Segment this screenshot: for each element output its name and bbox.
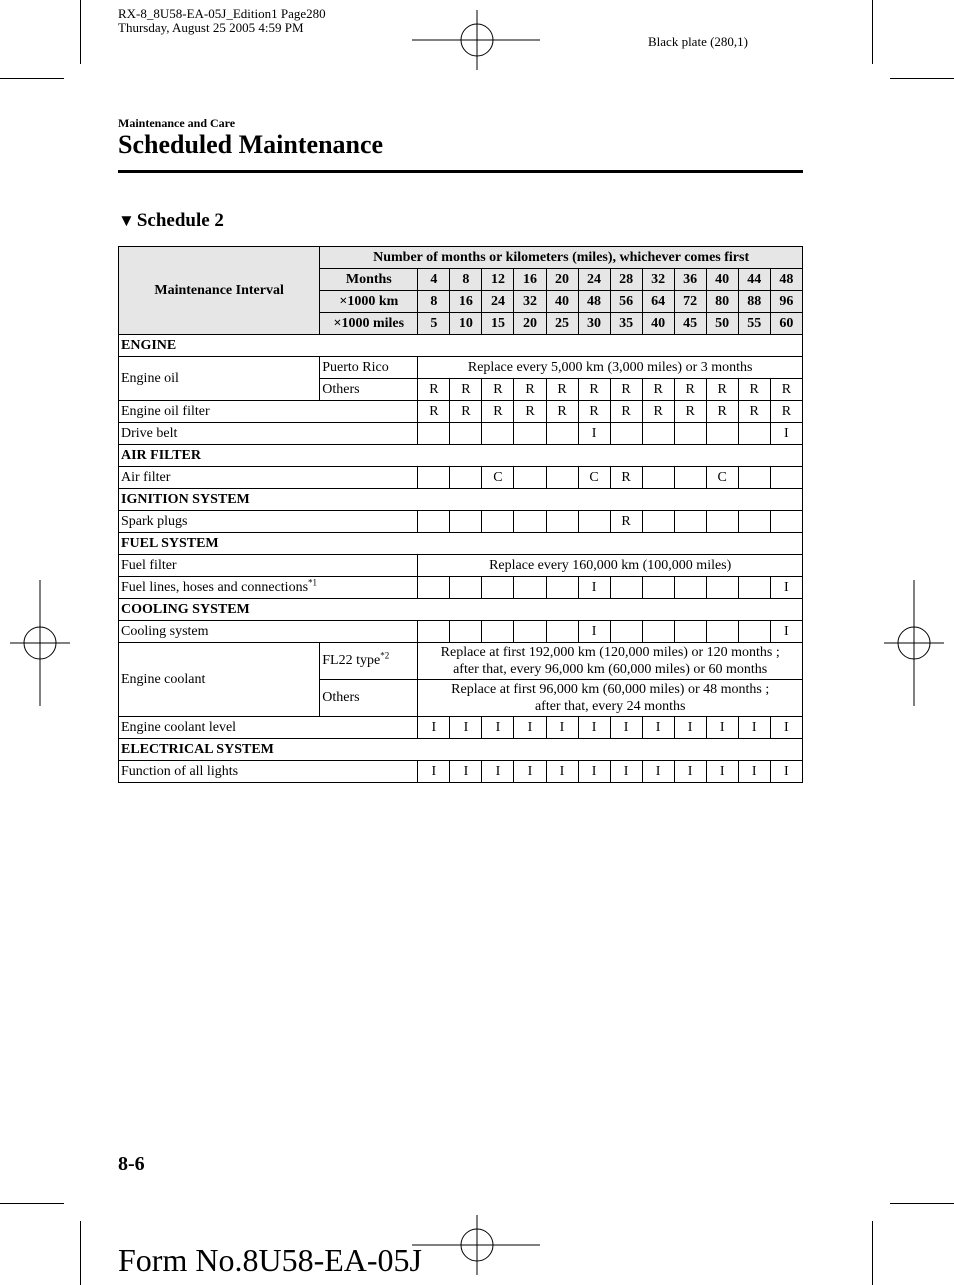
fuel-lines-cell: I [578,577,610,599]
cooling-system-cell [610,621,642,643]
section-row-air-filter [119,445,803,467]
engine-coolant-level-cell: I [738,717,770,739]
registration-mark-right [882,578,946,708]
cooling-system-cell [546,621,578,643]
fuel-filter-label: Fuel filter [119,555,418,577]
engine-oil-others-cell: R [418,379,450,401]
miles-value: 10 [450,313,482,335]
section-fuel: FUEL SYSTEM [119,533,803,555]
coolant-others-text-line2: after that, every 24 months [534,699,686,714]
print-header-plate: Black plate (280,1) [648,34,748,49]
miles-label: ×1000 miles [320,313,418,335]
drive-belt-cell [674,423,706,445]
fuel-filter-text: Replace every 160,000 km (100,000 miles) [418,555,803,577]
months-value: 44 [738,269,770,291]
triangle-down-icon: ▼ [118,211,135,230]
engine-oil-label: Engine oil [119,357,320,401]
engine-coolant-level-cell: I [482,717,514,739]
engine-oil-filter-cell: R [770,401,802,423]
section-air-filter: AIR FILTER [119,445,803,467]
engine-oil-filter-cell: R [610,401,642,423]
engine-oil-others-cell: R [514,379,546,401]
engine-oil-filter-row [119,401,803,423]
engine-coolant-level-row [119,717,803,739]
spark-plugs-cell [418,511,450,533]
drive-belt-cell [514,423,546,445]
km-value: 64 [642,291,674,313]
form-number: Form No.8U58-EA-05J [118,1242,422,1278]
spark-plugs-cell [514,511,546,533]
engine-oil-filter-cell: R [578,401,610,423]
air-filter-cell [738,467,770,489]
engine-oil-others-cell: R [642,379,674,401]
maintenance-table-body [118,246,803,783]
miles-value: 60 [770,313,802,335]
puerto-rico-text: Replace every 5,000 km (3,000 miles) or 3 months [418,357,803,379]
function-of-all-lights-row [119,761,803,783]
months-label: Months [320,269,418,291]
lights-cell: I [514,761,546,783]
fuel-lines-label-cell [119,577,418,599]
km-value: 48 [578,291,610,313]
spark-plugs-cell [674,511,706,533]
cooling-system-cell [738,621,770,643]
drive-belt-cell [642,423,674,445]
schedule-heading-text: Schedule 2 [136,210,224,231]
miles-value: 25 [546,313,578,335]
section-row-engine [119,335,803,357]
puerto-rico-label: Puerto Rico [320,357,418,379]
engine-coolant-label: Engine coolant [119,643,320,717]
lights-cell: I [738,761,770,783]
km-value: 24 [482,291,514,313]
lights-cell: I [546,761,578,783]
spark-plugs-cell [770,511,802,533]
lights-cell: I [418,761,450,783]
section-row-fuel [119,533,803,555]
section-row-electrical [119,739,803,761]
lights-cell: I [642,761,674,783]
engine-coolant-level-cell: I [450,717,482,739]
air-filter-cell [770,467,802,489]
air-filter-cell [514,467,546,489]
coolant-others-text-line1: Replace at first 96,000 km (60,000 miles) or 48 months ; [451,682,770,697]
engine-oil-filter-cell: R [674,401,706,423]
section-electrical: ELECTRICAL SYSTEM [119,739,803,761]
page-title: Scheduled Maintenance [118,130,384,159]
engine-oil-others-cell: R [578,379,610,401]
cooling-system-cell [482,621,514,643]
footnote-2-mark: *2 [380,650,390,661]
engine-coolant-level-cell: I [578,717,610,739]
engine-coolant-level-cell: I [770,717,802,739]
lights-cell: I [610,761,642,783]
months-value: 24 [578,269,610,291]
cooling-system-cell: I [578,621,610,643]
air-filter-cell [674,467,706,489]
spark-plugs-cell [738,511,770,533]
km-value: 8 [418,291,450,313]
air-filter-cell: C [706,467,738,489]
drive-belt-label: Drive belt [119,423,418,445]
months-value: 28 [610,269,642,291]
engine-oil-filter-cell: R [482,401,514,423]
section-ignition: IGNITION SYSTEM [119,489,803,511]
air-filter-cell [418,467,450,489]
air-filter-cell: R [610,467,642,489]
months-value: 12 [482,269,514,291]
months-value: 8 [450,269,482,291]
engine-oil-others-cell: R [482,379,514,401]
registration-mark-left [8,578,72,708]
fuel-lines-cell: I [770,577,802,599]
engine-oil-others-cell: R [706,379,738,401]
drive-belt-cell [450,423,482,445]
drive-belt-row [119,423,803,445]
months-value: 40 [706,269,738,291]
spark-plugs-cell: R [610,511,642,533]
fl22-text-line2: after that, every 96,000 km (60,000 miles) or 60 months [453,662,768,677]
spark-plugs-cell [706,511,738,533]
engine-coolant-level-cell: I [418,717,450,739]
fl22-text-cell [418,643,803,680]
km-value: 96 [770,291,802,313]
km-value: 72 [674,291,706,313]
km-value: 88 [738,291,770,313]
months-value: 20 [546,269,578,291]
km-value: 40 [546,291,578,313]
maintenance-interval-label: Maintenance Interval [119,247,320,335]
fuel-lines-cell [642,577,674,599]
section-engine: ENGINE [119,335,803,357]
miles-value: 50 [706,313,738,335]
fuel-lines-cell [674,577,706,599]
page-number: 8-6 [118,1153,145,1175]
drive-belt-cell [738,423,770,445]
air-filter-cell [546,467,578,489]
coolant-others-text-cell [418,680,803,717]
engine-oil-filter-cell: R [546,401,578,423]
engine-coolant-level-cell: I [674,717,706,739]
engine-coolant-level-cell: I [642,717,674,739]
fl22-text-line1: Replace at first 192,000 km (120,000 miles) or 120 months ; [440,645,780,660]
cooling-system-label: Cooling system [119,621,418,643]
spark-plugs-cell [546,511,578,533]
miles-value: 35 [610,313,642,335]
spark-plugs-cell [450,511,482,533]
fl22-label: FL22 type [322,653,381,668]
drive-belt-cell [706,423,738,445]
drive-belt-cell [418,423,450,445]
months-value: 36 [674,269,706,291]
engine-oil-others-cell: R [738,379,770,401]
interval-header-note: Number of months or kilometers (miles), whichever comes first [320,247,803,269]
fuel-lines-cell [546,577,578,599]
drive-belt-cell: I [578,423,610,445]
engine-oil-filter-cell: R [418,401,450,423]
fuel-lines-cell [450,577,482,599]
engine-oil-others-cell: R [546,379,578,401]
section-cooling: COOLING SYSTEM [119,599,803,621]
months-value: 16 [514,269,546,291]
fuel-lines-row [119,577,803,599]
engine-coolant-level-cell: I [514,717,546,739]
months-value: 32 [642,269,674,291]
engine-oil-others-cell: R [674,379,706,401]
fuel-lines-label: Fuel lines, hoses and connections [121,579,309,595]
air-filter-cell [450,467,482,489]
cooling-system-cell [706,621,738,643]
spark-plugs-cell [482,511,514,533]
section-row-ignition [119,489,803,511]
spark-plugs-cell [578,511,610,533]
fuel-lines-cell [706,577,738,599]
lights-cell: I [578,761,610,783]
air-filter-label: Air filter [119,467,418,489]
fuel-lines-cell [418,577,450,599]
engine-oil-others-cell: R [770,379,802,401]
lights-cell: I [770,761,802,783]
engine-oil-filter-cell: R [514,401,546,423]
fuel-lines-cell [610,577,642,599]
air-filter-cell [642,467,674,489]
engine-oil-puerto-rico-row [119,357,803,379]
title-rule [118,170,803,173]
air-filter-cell: C [482,467,514,489]
miles-value: 45 [674,313,706,335]
others-label: Others [320,379,418,401]
km-value: 32 [514,291,546,313]
cooling-system-cell [514,621,546,643]
months-value: 4 [418,269,450,291]
cooling-system-cell [674,621,706,643]
section-row-cooling [119,599,803,621]
engine-oil-others-cell: R [610,379,642,401]
engine-oil-filter-label: Engine oil filter [119,401,418,423]
engine-coolant-level-cell: I [610,717,642,739]
engine-oil-filter-cell: R [706,401,738,423]
miles-value: 30 [578,313,610,335]
footnote-1-mark: *1 [308,576,318,587]
cooling-system-row [119,621,803,643]
drive-belt-cell [610,423,642,445]
fuel-lines-cell [738,577,770,599]
cooling-system-cell [642,621,674,643]
table-header-row [119,247,803,269]
lights-cell: I [706,761,738,783]
months-value: 48 [770,269,802,291]
miles-value: 20 [514,313,546,335]
schedule-heading [118,210,224,232]
fuel-lines-cell [514,577,546,599]
lights-cell: I [674,761,706,783]
registration-mark-bottom [410,1213,542,1277]
engine-coolant-level-label: Engine coolant level [119,717,418,739]
drive-belt-cell [546,423,578,445]
lights-cell: I [450,761,482,783]
registration-mark-top [410,8,542,72]
fuel-lines-cell [482,577,514,599]
engine-coolant-level-cell: I [546,717,578,739]
fl22-label-cell [320,643,418,680]
fuel-filter-row [119,555,803,577]
cooling-system-cell: I [770,621,802,643]
miles-value: 55 [738,313,770,335]
engine-oil-filter-cell: R [450,401,482,423]
miles-value: 40 [642,313,674,335]
lights-cell: I [482,761,514,783]
km-value: 80 [706,291,738,313]
engine-oil-others-cell: R [450,379,482,401]
coolant-others-label: Others [320,680,418,717]
air-filter-row [119,467,803,489]
air-filter-cell: C [578,467,610,489]
engine-oil-filter-cell: R [642,401,674,423]
miles-value: 15 [482,313,514,335]
engine-coolant-level-cell: I [706,717,738,739]
section-label: Maintenance and Care [118,116,236,130]
cooling-system-cell [450,621,482,643]
km-value: 56 [610,291,642,313]
spark-plugs-row [119,511,803,533]
cooling-system-cell [418,621,450,643]
engine-oil-filter-cell: R [738,401,770,423]
engine-coolant-fl22-row [119,643,803,680]
print-header-line1: RX-8_8U58-EA-05J_Edition1 Page280 [118,6,326,21]
drive-belt-cell: I [770,423,802,445]
spark-plugs-cell [642,511,674,533]
drive-belt-cell [482,423,514,445]
km-label: ×1000 km [320,291,418,313]
print-header-line2: Thursday, August 25 2005 4:59 PM [118,20,304,35]
miles-value: 5 [418,313,450,335]
spark-plugs-label: Spark plugs [119,511,418,533]
km-value: 16 [450,291,482,313]
function-of-all-lights-label: Function of all lights [119,761,418,783]
